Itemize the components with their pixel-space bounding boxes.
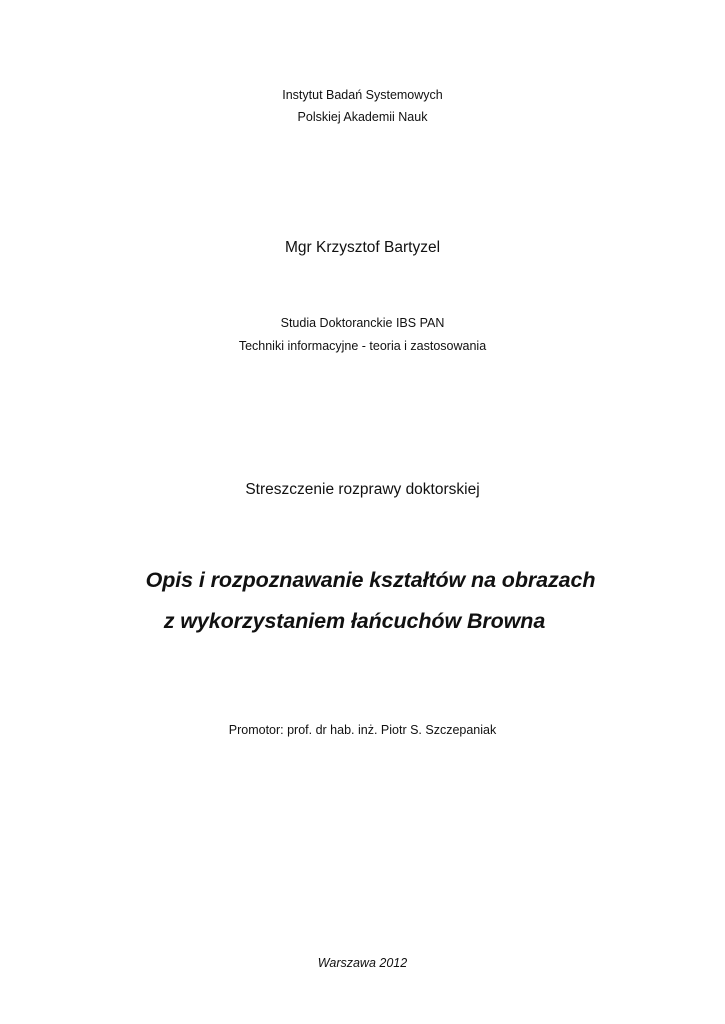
thesis-title-line-2: z wykorzystaniem łańcuchów Browna: [163, 609, 546, 633]
author-name: Mgr Krzysztof Bartyzel: [284, 239, 441, 256]
studies-program-line-2: Techniki informacyjne - teoria i zastosowania: [238, 339, 487, 353]
document-type: Streszczenie rozprawy doktorskiej: [245, 481, 480, 498]
thesis-title-line-1: Opis i rozpoznawanie kształtów na obrazach: [145, 568, 596, 592]
promotor: Promotor: prof. dr hab. inż. Piotr S. Szczepaniak: [228, 723, 497, 737]
studies-program-line-1: Studia Doktoranckie IBS PAN: [280, 316, 445, 330]
institute-name-line-1: Instytut Badań Systemowych: [282, 88, 443, 102]
place-and-year: Warszawa 2012: [317, 956, 408, 970]
institute-name-line-2: Polskiej Akademii Nauk: [297, 110, 428, 124]
